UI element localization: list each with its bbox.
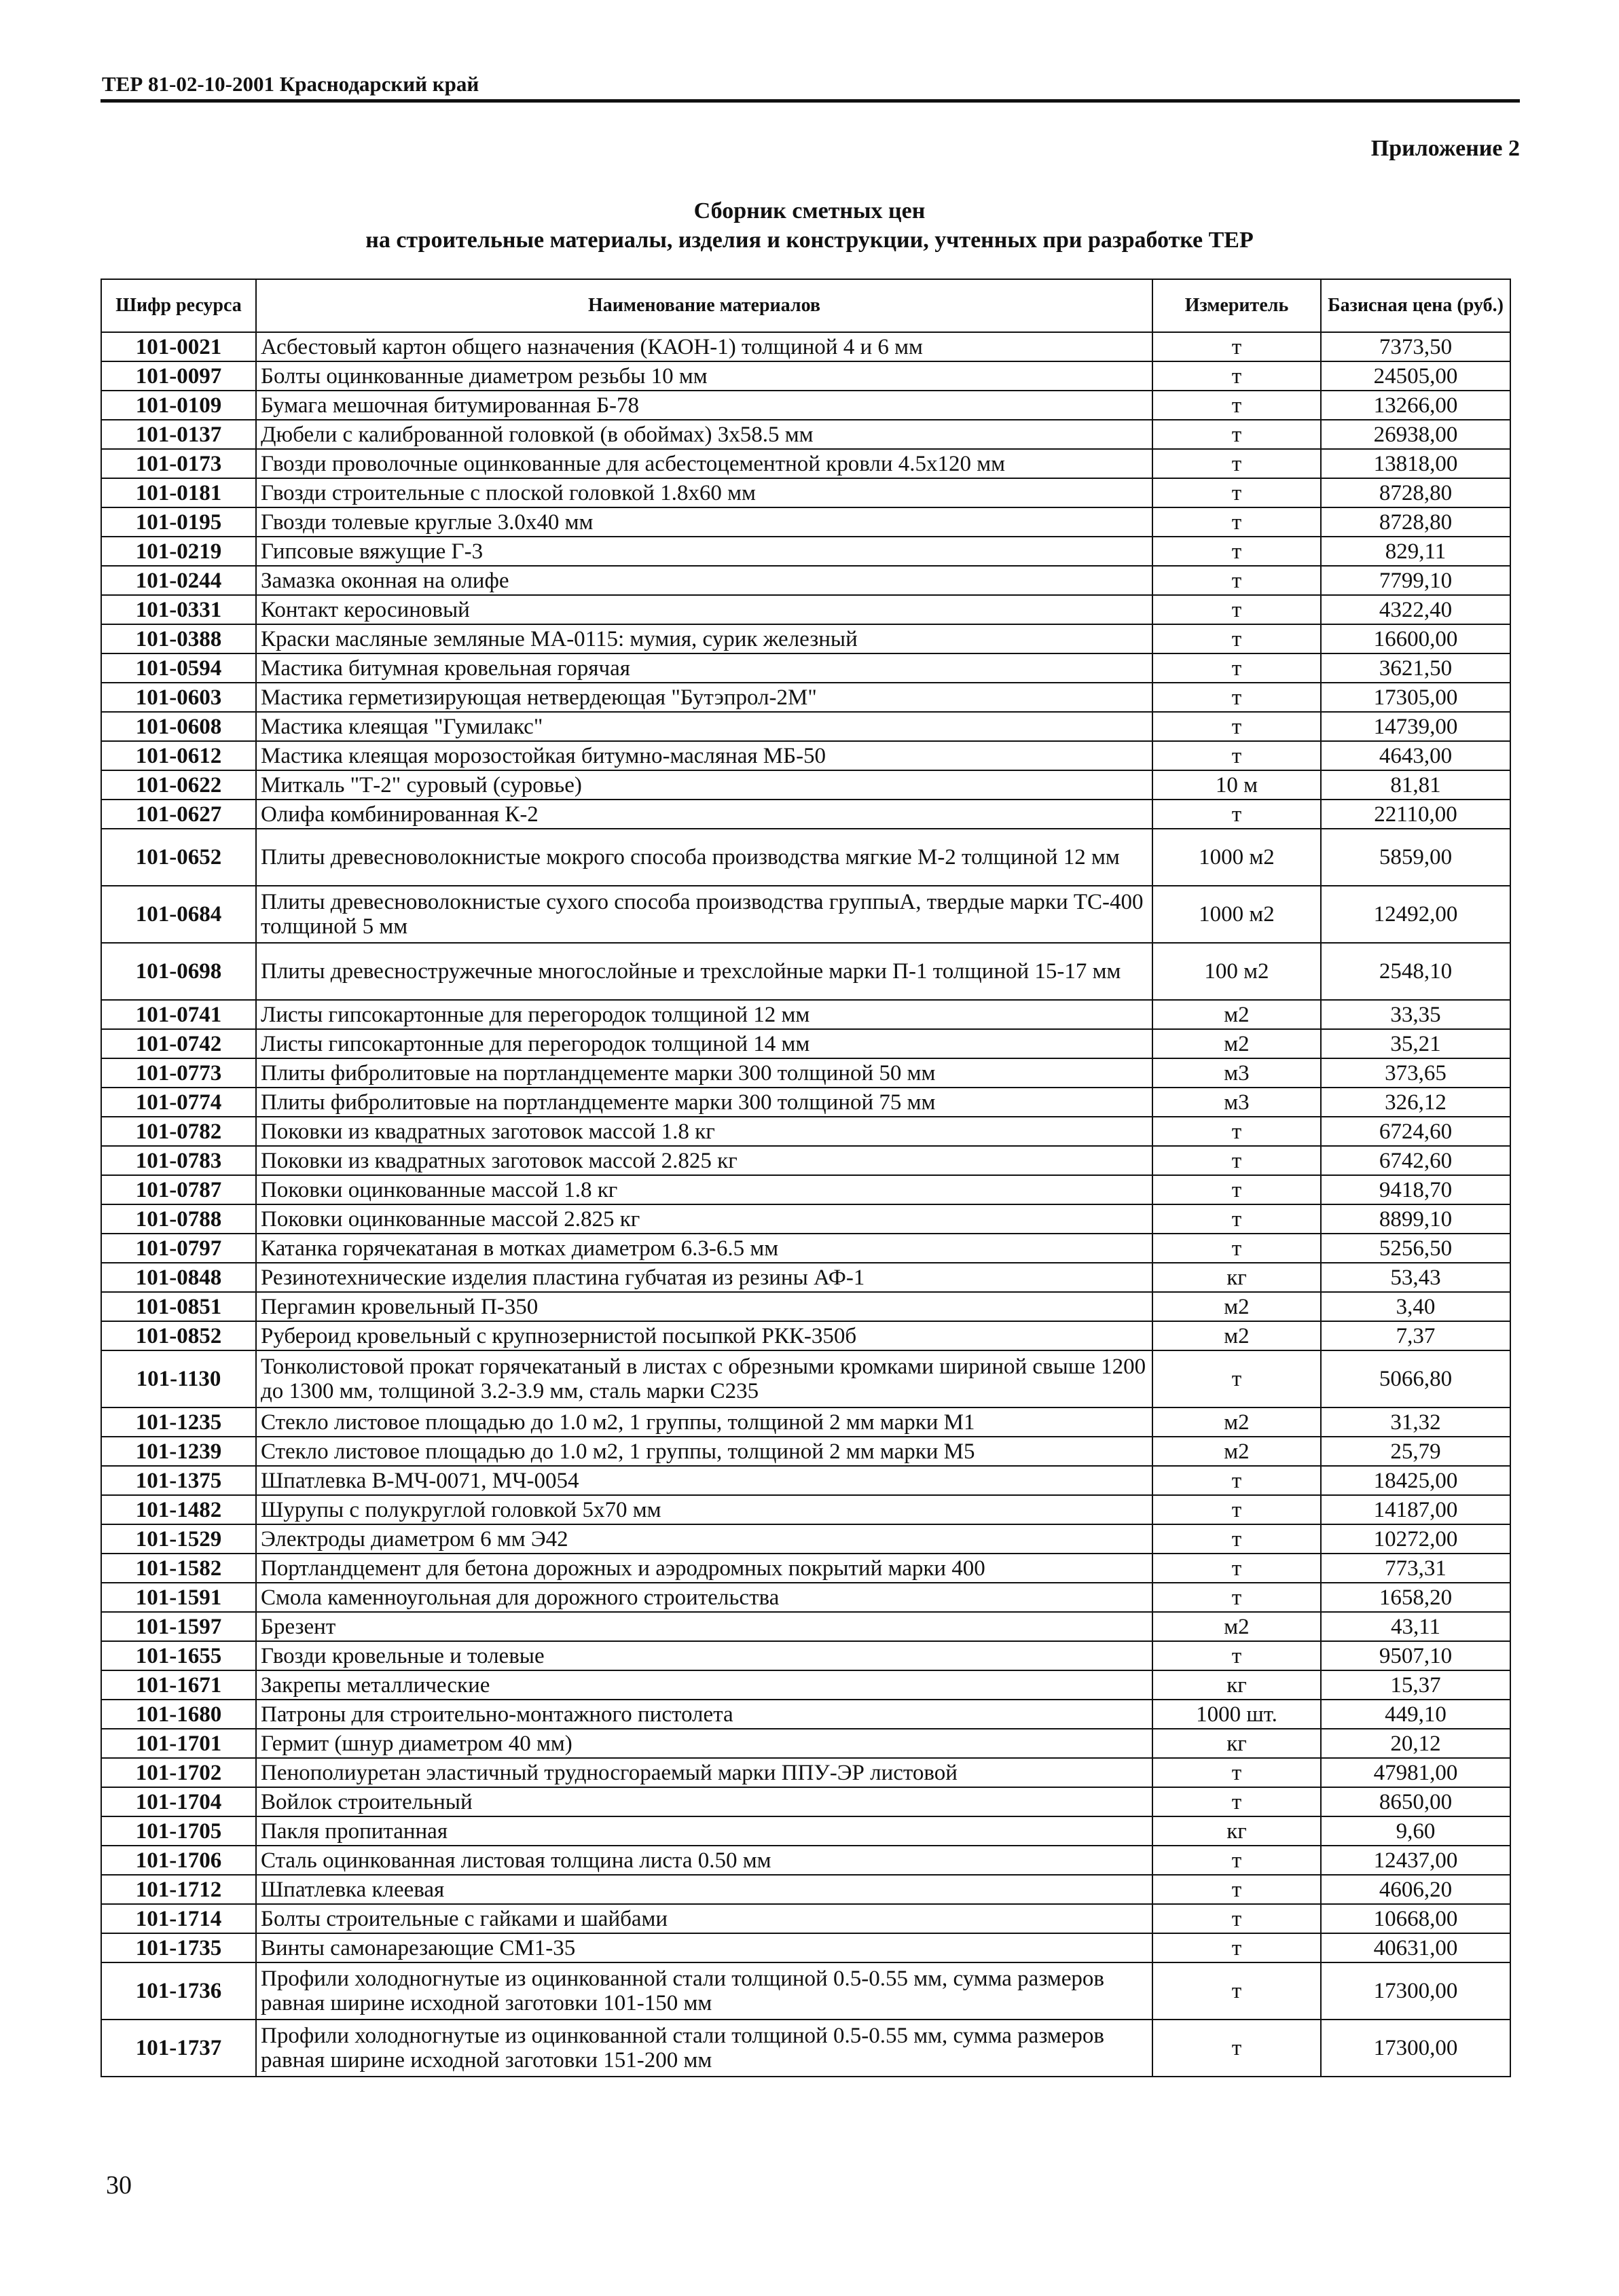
page-title: Сборник сметных цен [693,198,926,223]
table-row [101,391,1510,420]
table-row [101,1583,1510,1612]
table-row [101,1175,1510,1204]
cell-price: 20,12 [1321,1729,1510,1758]
cell-price: 7799,10 [1321,566,1510,595]
table-row [101,1524,1510,1554]
cell-name: Плиты древесноволокнистые мокрого способа производства мягкие М-2 толщиной 12 мм [256,829,1152,886]
cell-name: Листы гипсокартонные для перегородок толщиной 12 мм [256,1000,1152,1029]
appendix-label: Приложение 2 [1370,136,1520,161]
table-row [101,1350,1510,1407]
column-header-unit: Измеритель [1152,279,1321,332]
table-row [101,1816,1510,1846]
cell-price: 22110,00 [1321,800,1510,829]
cell-code: 101-0612 [101,741,256,770]
table-row [101,886,1510,943]
cell-unit: т [1152,1962,1321,2020]
cell-price: 81,81 [1321,770,1510,800]
cell-price: 24505,00 [1321,361,1510,391]
cell-name: Шпатлевка клеевая [256,1875,1152,1904]
table-row [101,1146,1510,1175]
table-row [101,1700,1510,1729]
cell-price: 18425,00 [1321,1466,1510,1495]
cell-price: 35,21 [1321,1029,1510,1058]
cell-code: 101-0331 [101,595,256,624]
cell-name: Пакля пропитанная [256,1816,1152,1846]
cell-name: Профили холодногнутые из оцинкованной стали толщиной 0.5-0.55 мм, сумма размеров равная ширине исходной заготовки 151-200 мм [256,2020,1152,2077]
cell-code: 101-0594 [101,653,256,683]
cell-code: 101-1235 [101,1407,256,1437]
cell-unit: т [1152,1846,1321,1875]
table-row [101,1904,1510,1933]
cell-name: Пенополиуретан эластичный трудносгораемый марки ППУ-ЭР листовой [256,1758,1152,1787]
cell-name: Плиты древесноволокнистые сухого способа производства группыА, твердые марки ТС-400 толщиной 5 мм [256,886,1152,943]
cell-price: 10272,00 [1321,1524,1510,1554]
cell-code: 101-0627 [101,800,256,829]
cell-price: 53,43 [1321,1263,1510,1292]
cell-price: 3,40 [1321,1292,1510,1321]
table-row [101,1612,1510,1641]
cell-price: 449,10 [1321,1700,1510,1729]
table-row [101,1729,1510,1758]
column-header-name: Наименование материалов [256,279,1152,332]
cell-unit: т [1152,1350,1321,1407]
cell-code: 101-0181 [101,478,256,507]
cell-unit: т [1152,1641,1321,1670]
cell-code: 101-0652 [101,829,256,886]
cell-code: 101-0787 [101,1175,256,1204]
cell-price: 9,60 [1321,1816,1510,1846]
cell-code: 101-1239 [101,1437,256,1466]
cell-unit: т [1152,1117,1321,1146]
cell-name: Резинотехнические изделия пластина губчатая из резины АФ-1 [256,1263,1152,1292]
cell-price: 17300,00 [1321,1962,1510,2020]
cell-price: 7373,50 [1321,332,1510,361]
cell-unit: т [1152,1758,1321,1787]
cell-code: 101-1736 [101,1962,256,2020]
cell-name: Гвозди толевые круглые 3.0х40 мм [256,507,1152,537]
cell-price: 8650,00 [1321,1787,1510,1816]
page-subtitle: на строительные материалы, изделия и конструкции, учтенных при разработке ТЕР [365,228,1254,253]
cell-price: 33,35 [1321,1000,1510,1029]
cell-unit: т [1152,507,1321,537]
cell-code: 101-0774 [101,1088,256,1117]
table-row [101,770,1510,800]
cell-name: Поковки оцинкованные массой 1.8 кг [256,1175,1152,1204]
cell-code: 101-0797 [101,1234,256,1263]
cell-unit: кг [1152,1670,1321,1700]
cell-code: 101-1706 [101,1846,256,1875]
cell-unit: т [1152,1495,1321,1524]
cell-name: Болты строительные с гайками и шайбами [256,1904,1152,1933]
cell-code: 101-1712 [101,1875,256,1904]
column-header-price: Базисная цена (руб.) [1321,279,1510,332]
cell-unit: т [1152,478,1321,507]
cell-price: 40631,00 [1321,1933,1510,1962]
cell-code: 101-0851 [101,1292,256,1321]
cell-price: 8728,80 [1321,507,1510,537]
cell-code: 101-0195 [101,507,256,537]
cell-price: 31,32 [1321,1407,1510,1437]
cell-price: 17305,00 [1321,683,1510,712]
cell-price: 1658,20 [1321,1583,1510,1612]
cell-code: 101-1735 [101,1933,256,1962]
cell-price: 8899,10 [1321,1204,1510,1234]
cell-code: 101-0219 [101,537,256,566]
cell-code: 101-1705 [101,1816,256,1846]
cell-code: 101-0742 [101,1029,256,1058]
table-row [101,1933,1510,1962]
cell-price: 2548,10 [1321,943,1510,1000]
cell-name: Асбестовый картон общего назначения (КАОН-1) толщиной 4 и 6 мм [256,332,1152,361]
cell-unit: т [1152,566,1321,595]
table-row [101,1234,1510,1263]
cell-code: 101-1671 [101,1670,256,1700]
cell-price: 8728,80 [1321,478,1510,507]
cell-unit: т [1152,712,1321,741]
cell-price: 13266,00 [1321,391,1510,420]
cell-code: 101-1482 [101,1495,256,1524]
table-row [101,2020,1510,2077]
cell-unit: 1000 шт. [1152,1700,1321,1729]
cell-name: Замазка оконная на олифе [256,566,1152,595]
cell-unit: т [1152,653,1321,683]
cell-unit: 100 м2 [1152,943,1321,1000]
table-row [101,712,1510,741]
cell-unit: м2 [1152,1000,1321,1029]
cell-name: Портландцемент для бетона дорожных и аэродромных покрытий марки 400 [256,1554,1152,1583]
table-row [101,1670,1510,1700]
table-row [101,478,1510,507]
table-row [101,1962,1510,2020]
cell-price: 15,37 [1321,1670,1510,1700]
cell-code: 101-1375 [101,1466,256,1495]
cell-unit: 1000 м2 [1152,886,1321,943]
table-row [101,420,1510,449]
cell-name: Стекло листовое площадью до 1.0 м2, 1 группы, толщиной 2 мм марки М1 [256,1407,1152,1437]
cell-code: 101-1737 [101,2020,256,2077]
cell-unit: т [1152,449,1321,478]
table-row [101,595,1510,624]
cell-name: Поковки из квадратных заготовок массой 1.8 кг [256,1117,1152,1146]
cell-unit: т [1152,595,1321,624]
cell-price: 43,11 [1321,1612,1510,1641]
table-row [101,1641,1510,1670]
table-row [101,943,1510,1000]
cell-code: 101-0173 [101,449,256,478]
table-row [101,1437,1510,1466]
cell-code: 101-0109 [101,391,256,420]
cell-name: Мастика клеящая "Гумилакс" [256,712,1152,741]
cell-unit: т [1152,332,1321,361]
cell-price: 326,12 [1321,1088,1510,1117]
table-row [101,507,1510,537]
cell-code: 101-0244 [101,566,256,595]
cell-code: 101-1582 [101,1554,256,1583]
column-header-code: Шифр ресурса [101,279,256,332]
cell-price: 14739,00 [1321,712,1510,741]
cell-code: 101-1597 [101,1612,256,1641]
table-row [101,1758,1510,1787]
cell-code: 101-0603 [101,683,256,712]
cell-code: 101-1714 [101,1904,256,1933]
cell-code: 101-1704 [101,1787,256,1816]
cell-unit: т [1152,1175,1321,1204]
cell-price: 10668,00 [1321,1904,1510,1933]
cell-name: Винты самонарезающие СМ1-35 [256,1933,1152,1962]
cell-name: Шпатлевка В-МЧ-0071, МЧ-0054 [256,1466,1152,1495]
cell-price: 773,31 [1321,1554,1510,1583]
cell-unit: 10 м [1152,770,1321,800]
cell-unit: т [1152,420,1321,449]
cell-unit: м3 [1152,1058,1321,1088]
table-row [101,449,1510,478]
cell-price: 4606,20 [1321,1875,1510,1904]
cell-price: 26938,00 [1321,420,1510,449]
cell-name: Бумага мешочная битумированная Б-78 [256,391,1152,420]
cell-price: 5256,50 [1321,1234,1510,1263]
cell-price: 5066,80 [1321,1350,1510,1407]
cell-name: Рубероид кровельный с крупнозернистой посыпкой РКК-350б [256,1321,1152,1350]
cell-name: Гвозди кровельные и толевые [256,1641,1152,1670]
table-row [101,653,1510,683]
table-row [101,1407,1510,1437]
cell-name: Мастика клеящая морозостойкая битумно-масляная МБ-50 [256,741,1152,770]
cell-name: Профили холодногнутые из оцинкованной стали толщиной 0.5-0.55 мм, сумма размеров равная ширине исходной заготовки 101-150 мм [256,1962,1152,2020]
cell-code: 101-0852 [101,1321,256,1350]
cell-unit: т [1152,1933,1321,1962]
cell-price: 16600,00 [1321,624,1510,653]
table-row [101,683,1510,712]
cell-price: 5859,00 [1321,829,1510,886]
cell-price: 4643,00 [1321,741,1510,770]
cell-unit: т [1152,1875,1321,1904]
cell-code: 101-1130 [101,1350,256,1407]
cell-price: 7,37 [1321,1321,1510,1350]
table-row [101,1000,1510,1029]
cell-price: 373,65 [1321,1058,1510,1088]
table-row [101,1787,1510,1816]
cell-name: Поковки из квадратных заготовок массой 2.825 кг [256,1146,1152,1175]
cell-unit: м2 [1152,1292,1321,1321]
table-row [101,1495,1510,1524]
cell-unit: кг [1152,1816,1321,1846]
cell-price: 13818,00 [1321,449,1510,478]
table-row [101,537,1510,566]
document-header: ТЕР 81-02-10-2001 Краснодарский край [102,72,479,96]
cell-name: Мастика битумная кровельная горячая [256,653,1152,683]
cell-price: 6742,60 [1321,1146,1510,1175]
cell-code: 101-1655 [101,1641,256,1670]
table-row [101,624,1510,653]
cell-name: Гвозди строительные с плоской головкой 1.8х60 мм [256,478,1152,507]
table-row [101,1204,1510,1234]
cell-unit: м2 [1152,1437,1321,1466]
cell-unit: т [1152,537,1321,566]
cell-price: 4322,40 [1321,595,1510,624]
cell-name: Миткаль "Т-2" суровый (суровье) [256,770,1152,800]
cell-code: 101-0783 [101,1146,256,1175]
cell-name: Плиты фибролитовые на портландцементе марки 300 толщиной 75 мм [256,1088,1152,1117]
cell-price: 9507,10 [1321,1641,1510,1670]
cell-price: 6724,60 [1321,1117,1510,1146]
cell-code: 101-0684 [101,886,256,943]
cell-name: Гермит (шнур диаметром 40 мм) [256,1729,1152,1758]
cell-name: Смола каменноугольная для дорожного строительства [256,1583,1152,1612]
cell-unit: м2 [1152,1029,1321,1058]
cell-code: 101-0773 [101,1058,256,1088]
cell-code: 101-0021 [101,332,256,361]
cell-unit: т [1152,1234,1321,1263]
table-header-row [101,279,1510,332]
cell-price: 12492,00 [1321,886,1510,943]
cell-name: Контакт керосиновый [256,595,1152,624]
cell-unit: т [1152,1146,1321,1175]
cell-unit: т [1152,1204,1321,1234]
header-rule [101,99,1520,103]
cell-code: 101-1529 [101,1524,256,1554]
cell-name: Шурупы с полукруглой головкой 5х70 мм [256,1495,1152,1524]
cell-name: Краски масляные земляные МА-0115: мумия, сурик железный [256,624,1152,653]
table-row [101,1117,1510,1146]
table-row [101,1554,1510,1583]
cell-code: 101-0698 [101,943,256,1000]
cell-unit: м2 [1152,1407,1321,1437]
cell-name: Поковки оцинкованные массой 2.825 кг [256,1204,1152,1234]
cell-name: Катанка горячекатаная в мотках диаметром 6.3-6.5 мм [256,1234,1152,1263]
cell-price: 25,79 [1321,1437,1510,1466]
cell-unit: т [1152,1466,1321,1495]
cell-name: Гвозди проволочные оцинкованные для асбестоцементной кровли 4.5х120 мм [256,449,1152,478]
cell-code: 101-0788 [101,1204,256,1234]
cell-unit: м2 [1152,1321,1321,1350]
cell-code: 101-0622 [101,770,256,800]
cell-code: 101-1701 [101,1729,256,1758]
cell-name: Сталь оцинкованная листовая толщина листа 0.50 мм [256,1846,1152,1875]
cell-unit: м3 [1152,1088,1321,1117]
table-row [101,1321,1510,1350]
cell-unit: т [1152,1787,1321,1816]
table-row [101,741,1510,770]
cell-price: 3621,50 [1321,653,1510,683]
cell-name: Патроны для строительно-монтажного пистолета [256,1700,1152,1729]
cell-name: Олифа комбинированная К-2 [256,800,1152,829]
cell-code: 101-0097 [101,361,256,391]
cell-unit: т [1152,683,1321,712]
table-row [101,1875,1510,1904]
table-row [101,1029,1510,1058]
cell-unit: т [1152,361,1321,391]
cell-unit: т [1152,1554,1321,1583]
resource-price-table [101,279,1511,2077]
table-row [101,1292,1510,1321]
cell-code: 101-0741 [101,1000,256,1029]
cell-unit: т [1152,1583,1321,1612]
cell-price: 47981,00 [1321,1758,1510,1787]
cell-unit: т [1152,2020,1321,2077]
table-row [101,332,1510,361]
table-row [101,800,1510,829]
cell-price: 14187,00 [1321,1495,1510,1524]
table-row [101,1846,1510,1875]
cell-code: 101-1702 [101,1758,256,1787]
cell-name: Листы гипсокартонные для перегородок толщиной 14 мм [256,1029,1152,1058]
cell-unit: кг [1152,1263,1321,1292]
cell-unit: т [1152,391,1321,420]
table-row [101,1263,1510,1292]
cell-unit: т [1152,1904,1321,1933]
cell-price: 12437,00 [1321,1846,1510,1875]
table-row [101,1466,1510,1495]
cell-name: Гипсовые вяжущие Г-3 [256,537,1152,566]
cell-name: Мастика герметизирующая нетвердеющая "Бутэпрол-2М" [256,683,1152,712]
cell-code: 101-0608 [101,712,256,741]
table-body [101,332,1510,2077]
cell-price: 829,11 [1321,537,1510,566]
cell-price: 9418,70 [1321,1175,1510,1204]
cell-name: Войлок строительный [256,1787,1152,1816]
cell-name: Дюбели с калиброванной головкой (в обоймах) 3х58.5 мм [256,420,1152,449]
cell-unit: т [1152,741,1321,770]
table-row [101,566,1510,595]
cell-name: Закрепы металлические [256,1670,1152,1700]
cell-name: Электроды диаметром 6 мм Э42 [256,1524,1152,1554]
cell-unit: т [1152,800,1321,829]
cell-unit: т [1152,1524,1321,1554]
cell-name: Тонколистовой прокат горячекатаный в листах с обрезными кромками шириной свыше 1200 до 1300 мм, толщиной 3.2-3.9 мм, сталь марки С235 [256,1350,1152,1407]
cell-code: 101-0782 [101,1117,256,1146]
cell-code: 101-0848 [101,1263,256,1292]
table-row [101,1088,1510,1117]
cell-name: Пергамин кровельный П-350 [256,1292,1152,1321]
cell-name: Стекло листовое площадью до 1.0 м2, 1 группы, толщиной 2 мм марки М5 [256,1437,1152,1466]
cell-unit: кг [1152,1729,1321,1758]
cell-unit: м2 [1152,1612,1321,1641]
cell-name: Болты оцинкованные диаметром резьбы 10 мм [256,361,1152,391]
cell-name: Брезент [256,1612,1152,1641]
cell-name: Плиты фибролитовые на портландцементе марки 300 толщиной 50 мм [256,1058,1152,1088]
cell-price: 17300,00 [1321,2020,1510,2077]
table-row [101,1058,1510,1088]
table-row [101,361,1510,391]
cell-name: Плиты древесностружечные многослойные и трехслойные марки П-1 толщиной 15-17 мм [256,943,1152,1000]
table-row [101,829,1510,886]
cell-code: 101-1591 [101,1583,256,1612]
cell-code: 101-0137 [101,420,256,449]
cell-code: 101-0388 [101,624,256,653]
cell-unit: 1000 м2 [1152,829,1321,886]
cell-code: 101-1680 [101,1700,256,1729]
cell-unit: т [1152,624,1321,653]
page-number: 30 [106,2171,132,2200]
